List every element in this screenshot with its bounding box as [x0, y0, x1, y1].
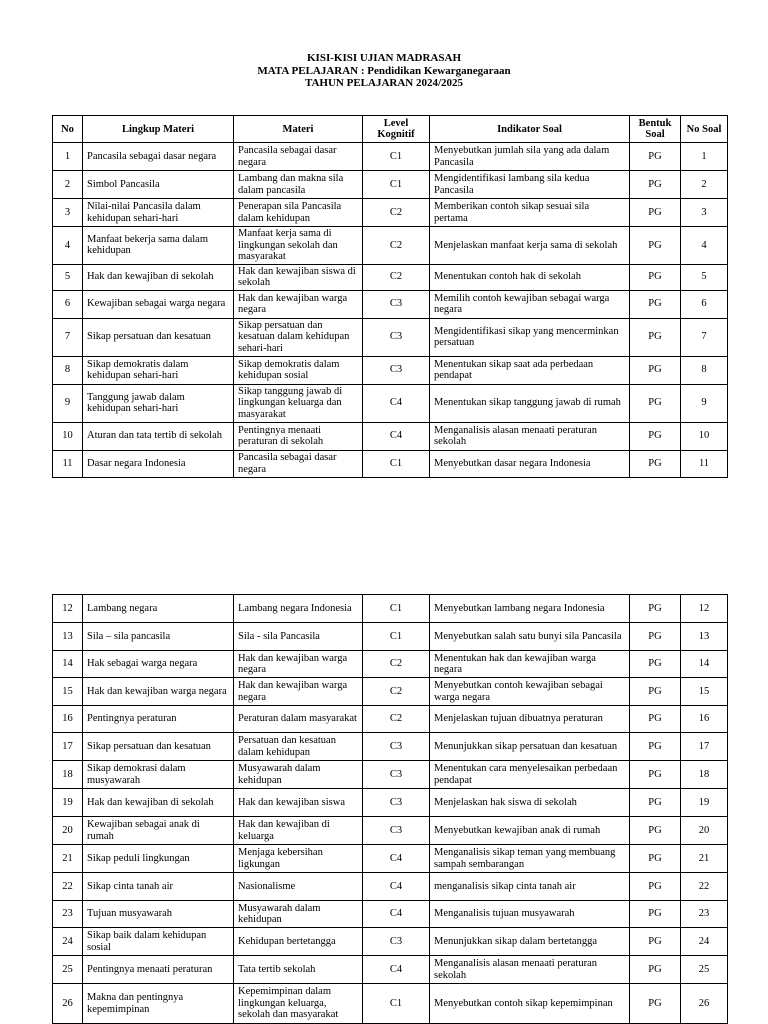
cell-bentuk-soal: PG	[630, 623, 681, 651]
cell-no-soal: 2	[681, 171, 728, 199]
cell-bentuk-soal: PG	[630, 984, 681, 1024]
cell-bentuk-soal: PG	[630, 956, 681, 984]
cell-materi: Hak dan kewajiban warga negara	[234, 651, 363, 678]
cell-no-soal: 19	[681, 789, 728, 817]
col-header-bentuk-soal: Bentuk Soal	[630, 116, 681, 143]
cell-materi: Pancasila sebagai dasar negara	[234, 450, 363, 477]
col-header-indikator-soal: Indikator Soal	[430, 116, 630, 143]
cell-indikator-soal: Menganalisis sikap teman yang membuang sampah sembarangan	[430, 845, 630, 873]
cell-bentuk-soal: PG	[630, 928, 681, 956]
cell-no: 3	[53, 199, 83, 227]
cell-materi: Manfaat kerja sama di lingkungan sekolah dan masyarakat	[234, 227, 363, 265]
table-row	[53, 143, 728, 171]
cell-no-soal: 14	[681, 651, 728, 678]
cell-indikator-soal: Mengidentifikasi lambang sila kedua Pancasila	[430, 171, 630, 199]
cell-no-soal: 1	[681, 143, 728, 171]
cell-lingkup-materi: Simbol Pancasila	[83, 171, 234, 199]
cell-no: 9	[53, 384, 83, 422]
table-row	[53, 171, 728, 199]
table-row	[53, 227, 728, 265]
cell-lingkup-materi: Aturan dan tata tertib di sekolah	[83, 422, 234, 450]
cell-bentuk-soal: PG	[630, 143, 681, 171]
cell-no-soal: 12	[681, 595, 728, 623]
cell-lingkup-materi: Sikap persatuan dan kesatuan	[83, 318, 234, 356]
cell-materi: Lambang dan makna sila dalam pancasila	[234, 171, 363, 199]
cell-no-soal: 15	[681, 678, 728, 706]
cell-no: 5	[53, 264, 83, 290]
cell-bentuk-soal: PG	[630, 227, 681, 265]
cell-no-soal: 21	[681, 845, 728, 873]
cell-no-soal: 18	[681, 761, 728, 789]
cell-materi: Menjaga kebersihan ligkungan	[234, 845, 363, 873]
cell-indikator-soal: Mengidentifikasi sikap yang mencerminkan persatuan	[430, 318, 630, 356]
cell-lingkup-materi: Tujuan musyawarah	[83, 901, 234, 928]
cell-no-soal: 8	[681, 356, 728, 384]
cell-no-soal: 24	[681, 928, 728, 956]
cell-level-kognitif: C1	[363, 171, 430, 199]
col-header-no-soal: No Soal	[681, 116, 728, 143]
cell-lingkup-materi: Sikap demokrasi dalam musyawarah	[83, 761, 234, 789]
cell-level-kognitif: C3	[363, 789, 430, 817]
cell-bentuk-soal: PG	[630, 264, 681, 290]
cell-level-kognitif: C1	[363, 450, 430, 477]
table-row	[53, 706, 728, 733]
table-body-part-1	[53, 143, 728, 478]
cell-no-soal: 17	[681, 733, 728, 761]
cell-no: 14	[53, 651, 83, 678]
table-row	[53, 623, 728, 651]
cell-no: 25	[53, 956, 83, 984]
table-row	[53, 264, 728, 290]
subject-line: MATA PELAJARAN : Pendidikan Kewarganegaraan	[257, 64, 511, 77]
cell-level-kognitif: C3	[363, 318, 430, 356]
cell-no: 7	[53, 318, 83, 356]
cell-materi: Pancasila sebagai dasar negara	[234, 143, 363, 171]
cell-level-kognitif: C2	[363, 706, 430, 733]
cell-no-soal: 9	[681, 384, 728, 422]
cell-bentuk-soal: PG	[630, 845, 681, 873]
cell-bentuk-soal: PG	[630, 706, 681, 733]
table-row	[53, 817, 728, 845]
table-row	[53, 651, 728, 678]
cell-no: 20	[53, 817, 83, 845]
cell-indikator-soal: Menunjukkan sikap persatuan dan kesatuan	[430, 733, 630, 761]
cell-no: 12	[53, 595, 83, 623]
cell-indikator-soal: Menyebutkan contoh sikap kepemimpinan	[430, 984, 630, 1024]
document-header	[0, 52, 768, 90]
cell-materi: Kehidupan bertetangga	[234, 928, 363, 956]
cell-indikator-soal: Menentukan cara menyelesaikan perbedaan pendapat	[430, 761, 630, 789]
cell-no: 21	[53, 845, 83, 873]
cell-indikator-soal: Menentukan sikap tanggung jawab di rumah	[430, 384, 630, 422]
cell-indikator-soal: Memilih contoh kewajiban sebagai warga negara	[430, 290, 630, 318]
cell-materi: Persatuan dan kesatuan dalam kehidupan	[234, 733, 363, 761]
table-row	[53, 318, 728, 356]
cell-lingkup-materi: Hak dan kewajiban di sekolah	[83, 789, 234, 817]
cell-indikator-soal: Menentukan contoh hak di sekolah	[430, 264, 630, 290]
cell-level-kognitif: C2	[363, 678, 430, 706]
col-header-no: No	[53, 116, 83, 143]
cell-indikator-soal: Menyebutkan kewajiban anak di rumah	[430, 817, 630, 845]
table-row	[53, 956, 728, 984]
cell-materi: Hak dan kewajiban warga negara	[234, 678, 363, 706]
cell-lingkup-materi: Hak dan kewajiban di sekolah	[83, 264, 234, 290]
cell-indikator-soal: Menganalisis alasan menaati peraturan sekolah	[430, 956, 630, 984]
cell-indikator-soal: Memberikan contoh sikap sesuai sila pertama	[430, 199, 630, 227]
cell-level-kognitif: C3	[363, 928, 430, 956]
cell-bentuk-soal: PG	[630, 789, 681, 817]
cell-no: 18	[53, 761, 83, 789]
doc-title: KISI-KISI UJIAN MADRASAH	[306, 52, 462, 64]
cell-indikator-soal: Menganalisis alasan menaati peraturan sekolah	[430, 422, 630, 450]
cell-no-soal: 11	[681, 450, 728, 477]
table-row	[53, 678, 728, 706]
cell-level-kognitif: C3	[363, 733, 430, 761]
cell-no: 11	[53, 450, 83, 477]
cell-level-kognitif: C4	[363, 384, 430, 422]
cell-no-soal: 23	[681, 901, 728, 928]
cell-level-kognitif: C3	[363, 817, 430, 845]
cell-bentuk-soal: PG	[630, 199, 681, 227]
cell-lingkup-materi: Pentingnya peraturan	[83, 706, 234, 733]
grid-table-part-2	[52, 594, 728, 1024]
table-row	[53, 873, 728, 901]
cell-materi: Hak dan kewajiban warga negara	[234, 290, 363, 318]
cell-materi: Tata tertib sekolah	[234, 956, 363, 984]
cell-level-kognitif: C2	[363, 199, 430, 227]
cell-bentuk-soal: PG	[630, 901, 681, 928]
table-row	[53, 789, 728, 817]
cell-lingkup-materi: Sikap peduli lingkungan	[83, 845, 234, 873]
cell-no-soal: 22	[681, 873, 728, 901]
col-header-lingkup-materi: Lingkup Materi	[83, 116, 234, 143]
cell-materi: Hak dan kewajiban siswa	[234, 789, 363, 817]
cell-no: 22	[53, 873, 83, 901]
cell-bentuk-soal: PG	[630, 356, 681, 384]
cell-no: 2	[53, 171, 83, 199]
cell-no-soal: 6	[681, 290, 728, 318]
cell-lingkup-materi: Dasar negara Indonesia	[83, 450, 234, 477]
cell-level-kognitif: C4	[363, 873, 430, 901]
cell-lingkup-materi: Makna dan pentingnya kepemimpinan	[83, 984, 234, 1024]
cell-no-soal: 4	[681, 227, 728, 265]
cell-materi: Musyawarah dalam kehidupan	[234, 761, 363, 789]
cell-level-kognitif: C2	[363, 264, 430, 290]
cell-materi: Sikap persatuan dan kesatuan dalam kehidupan sehari-hari	[234, 318, 363, 356]
table-header-row	[53, 116, 728, 143]
cell-bentuk-soal: PG	[630, 761, 681, 789]
cell-materi: Penerapan sila Pancasila dalam kehidupan	[234, 199, 363, 227]
table-row	[53, 761, 728, 789]
cell-lingkup-materi: Sikap baik dalam kehidupan sosial	[83, 928, 234, 956]
table-body-part-2	[53, 595, 728, 1024]
table-row	[53, 733, 728, 761]
cell-materi: Lambang negara Indonesia	[234, 595, 363, 623]
cell-indikator-soal: Menentukan sikap saat ada perbedaan pendapat	[430, 356, 630, 384]
cell-lingkup-materi: Manfaat bekerja sama dalam kehidupan	[83, 227, 234, 265]
cell-no: 4	[53, 227, 83, 265]
cell-level-kognitif: C3	[363, 761, 430, 789]
table-row	[53, 356, 728, 384]
cell-no: 17	[53, 733, 83, 761]
cell-no: 8	[53, 356, 83, 384]
cell-indikator-soal: Menyebutkan dasar negara Indonesia	[430, 450, 630, 477]
cell-lingkup-materi: Nilai-nilai Pancasila dalam kehidupan sehari-hari	[83, 199, 234, 227]
cell-no-soal: 20	[681, 817, 728, 845]
cell-indikator-soal: Menyebutkan lambang negara Indonesia	[430, 595, 630, 623]
cell-bentuk-soal: PG	[630, 678, 681, 706]
cell-lingkup-materi: Pancasila sebagai dasar negara	[83, 143, 234, 171]
cell-no-soal: 26	[681, 984, 728, 1024]
cell-lingkup-materi: Sila – sila pancasila	[83, 623, 234, 651]
cell-bentuk-soal: PG	[630, 171, 681, 199]
table-row	[53, 290, 728, 318]
cell-indikator-soal: Menjelaskan hak siswa di sekolah	[430, 789, 630, 817]
cell-lingkup-materi: Pentingnya menaati peraturan	[83, 956, 234, 984]
table-row	[53, 450, 728, 477]
cell-materi: Musyawarah dalam kehidupan	[234, 901, 363, 928]
cell-lingkup-materi: Kewajiban sebagai anak di rumah	[83, 817, 234, 845]
cell-no-soal: 3	[681, 199, 728, 227]
cell-level-kognitif: C1	[363, 623, 430, 651]
cell-no: 10	[53, 422, 83, 450]
table-row	[53, 595, 728, 623]
col-header-level-kognitif: Level Kognitif	[363, 116, 430, 143]
cell-level-kognitif: C4	[363, 845, 430, 873]
table-row	[53, 984, 728, 1024]
grid-table-part-1	[52, 115, 728, 478]
cell-bentuk-soal: PG	[630, 290, 681, 318]
cell-bentuk-soal: PG	[630, 873, 681, 901]
table-row	[53, 845, 728, 873]
cell-materi: Sikap tanggung jawab di lingkungan keluarga dan masyarakat	[234, 384, 363, 422]
cell-lingkup-materi: Lambang negara	[83, 595, 234, 623]
cell-materi: Peraturan dalam masyarakat	[234, 706, 363, 733]
cell-indikator-soal: Menjelaskan manfaat kerja sama di sekolah	[430, 227, 630, 265]
cell-level-kognitif: C3	[363, 356, 430, 384]
cell-level-kognitif: C4	[363, 956, 430, 984]
table-row	[53, 384, 728, 422]
cell-no: 19	[53, 789, 83, 817]
cell-materi: Pentingnya menaati peraturan di sekolah	[234, 422, 363, 450]
cell-bentuk-soal: PG	[630, 595, 681, 623]
cell-no: 23	[53, 901, 83, 928]
cell-no-soal: 5	[681, 264, 728, 290]
cell-no: 6	[53, 290, 83, 318]
cell-lingkup-materi: Sikap demokratis dalam kehidupan sehari-hari	[83, 356, 234, 384]
cell-level-kognitif: C1	[363, 595, 430, 623]
cell-indikator-soal: Menyebutkan contoh kewajiban sebagai warga negara	[430, 678, 630, 706]
cell-level-kognitif: C4	[363, 901, 430, 928]
cell-lingkup-materi: Hak sebagai warga negara	[83, 651, 234, 678]
col-header-materi: Materi	[234, 116, 363, 143]
table-row	[53, 422, 728, 450]
cell-no: 16	[53, 706, 83, 733]
cell-level-kognitif: C4	[363, 422, 430, 450]
cell-level-kognitif: C1	[363, 143, 430, 171]
cell-bentuk-soal: PG	[630, 384, 681, 422]
cell-materi: Kepemimpinan dalam lingkungan keluarga, sekolah dan masyarakat	[234, 984, 363, 1024]
academic-year-line: TAHUN PELAJARAN 2024/2025	[304, 77, 464, 89]
cell-no: 13	[53, 623, 83, 651]
cell-bentuk-soal: PG	[630, 318, 681, 356]
cell-lingkup-materi: Tanggung jawab dalam kehidupan sehari-hari	[83, 384, 234, 422]
cell-no: 24	[53, 928, 83, 956]
cell-materi: Hak dan kewajiban siswa di sekolah	[234, 264, 363, 290]
cell-no: 26	[53, 984, 83, 1024]
cell-level-kognitif: C2	[363, 227, 430, 265]
cell-no: 15	[53, 678, 83, 706]
cell-no-soal: 10	[681, 422, 728, 450]
cell-indikator-soal: Menunjukkan sikap dalam bertetangga	[430, 928, 630, 956]
table-row	[53, 901, 728, 928]
cell-materi: Sila - sila Pancasila	[234, 623, 363, 651]
cell-lingkup-materi: Sikap persatuan dan kesatuan	[83, 733, 234, 761]
cell-materi: Hak dan kewajiban di keluarga	[234, 817, 363, 845]
cell-level-kognitif: C1	[363, 984, 430, 1024]
cell-indikator-soal: Menentukan hak dan kewajiban warga negara	[430, 651, 630, 678]
cell-bentuk-soal: PG	[630, 450, 681, 477]
cell-level-kognitif: C2	[363, 651, 430, 678]
cell-indikator-soal: Menyebutkan jumlah sila yang ada dalam Pancasila	[430, 143, 630, 171]
cell-no-soal: 13	[681, 623, 728, 651]
cell-lingkup-materi: Sikap cinta tanah air	[83, 873, 234, 901]
cell-bentuk-soal: PG	[630, 817, 681, 845]
cell-bentuk-soal: PG	[630, 651, 681, 678]
cell-indikator-soal: menganalisis sikap cinta tanah air	[430, 873, 630, 901]
cell-indikator-soal: Menganalisis tujuan musyawarah	[430, 901, 630, 928]
cell-no-soal: 7	[681, 318, 728, 356]
cell-no-soal: 25	[681, 956, 728, 984]
cell-indikator-soal: Menyebutkan salah satu bunyi sila Pancasila	[430, 623, 630, 651]
cell-bentuk-soal: PG	[630, 733, 681, 761]
cell-level-kognitif: C3	[363, 290, 430, 318]
cell-lingkup-materi: Kewajiban sebagai warga negara	[83, 290, 234, 318]
cell-no-soal: 16	[681, 706, 728, 733]
cell-materi: Nasionalisme	[234, 873, 363, 901]
cell-materi: Sikap demokratis dalam kehidupan sosial	[234, 356, 363, 384]
cell-bentuk-soal: PG	[630, 422, 681, 450]
cell-lingkup-materi: Hak dan kewajiban warga negara	[83, 678, 234, 706]
cell-indikator-soal: Menjelaskan tujuan dibuatnya peraturan	[430, 706, 630, 733]
table-row	[53, 199, 728, 227]
cell-no: 1	[53, 143, 83, 171]
table-row	[53, 928, 728, 956]
